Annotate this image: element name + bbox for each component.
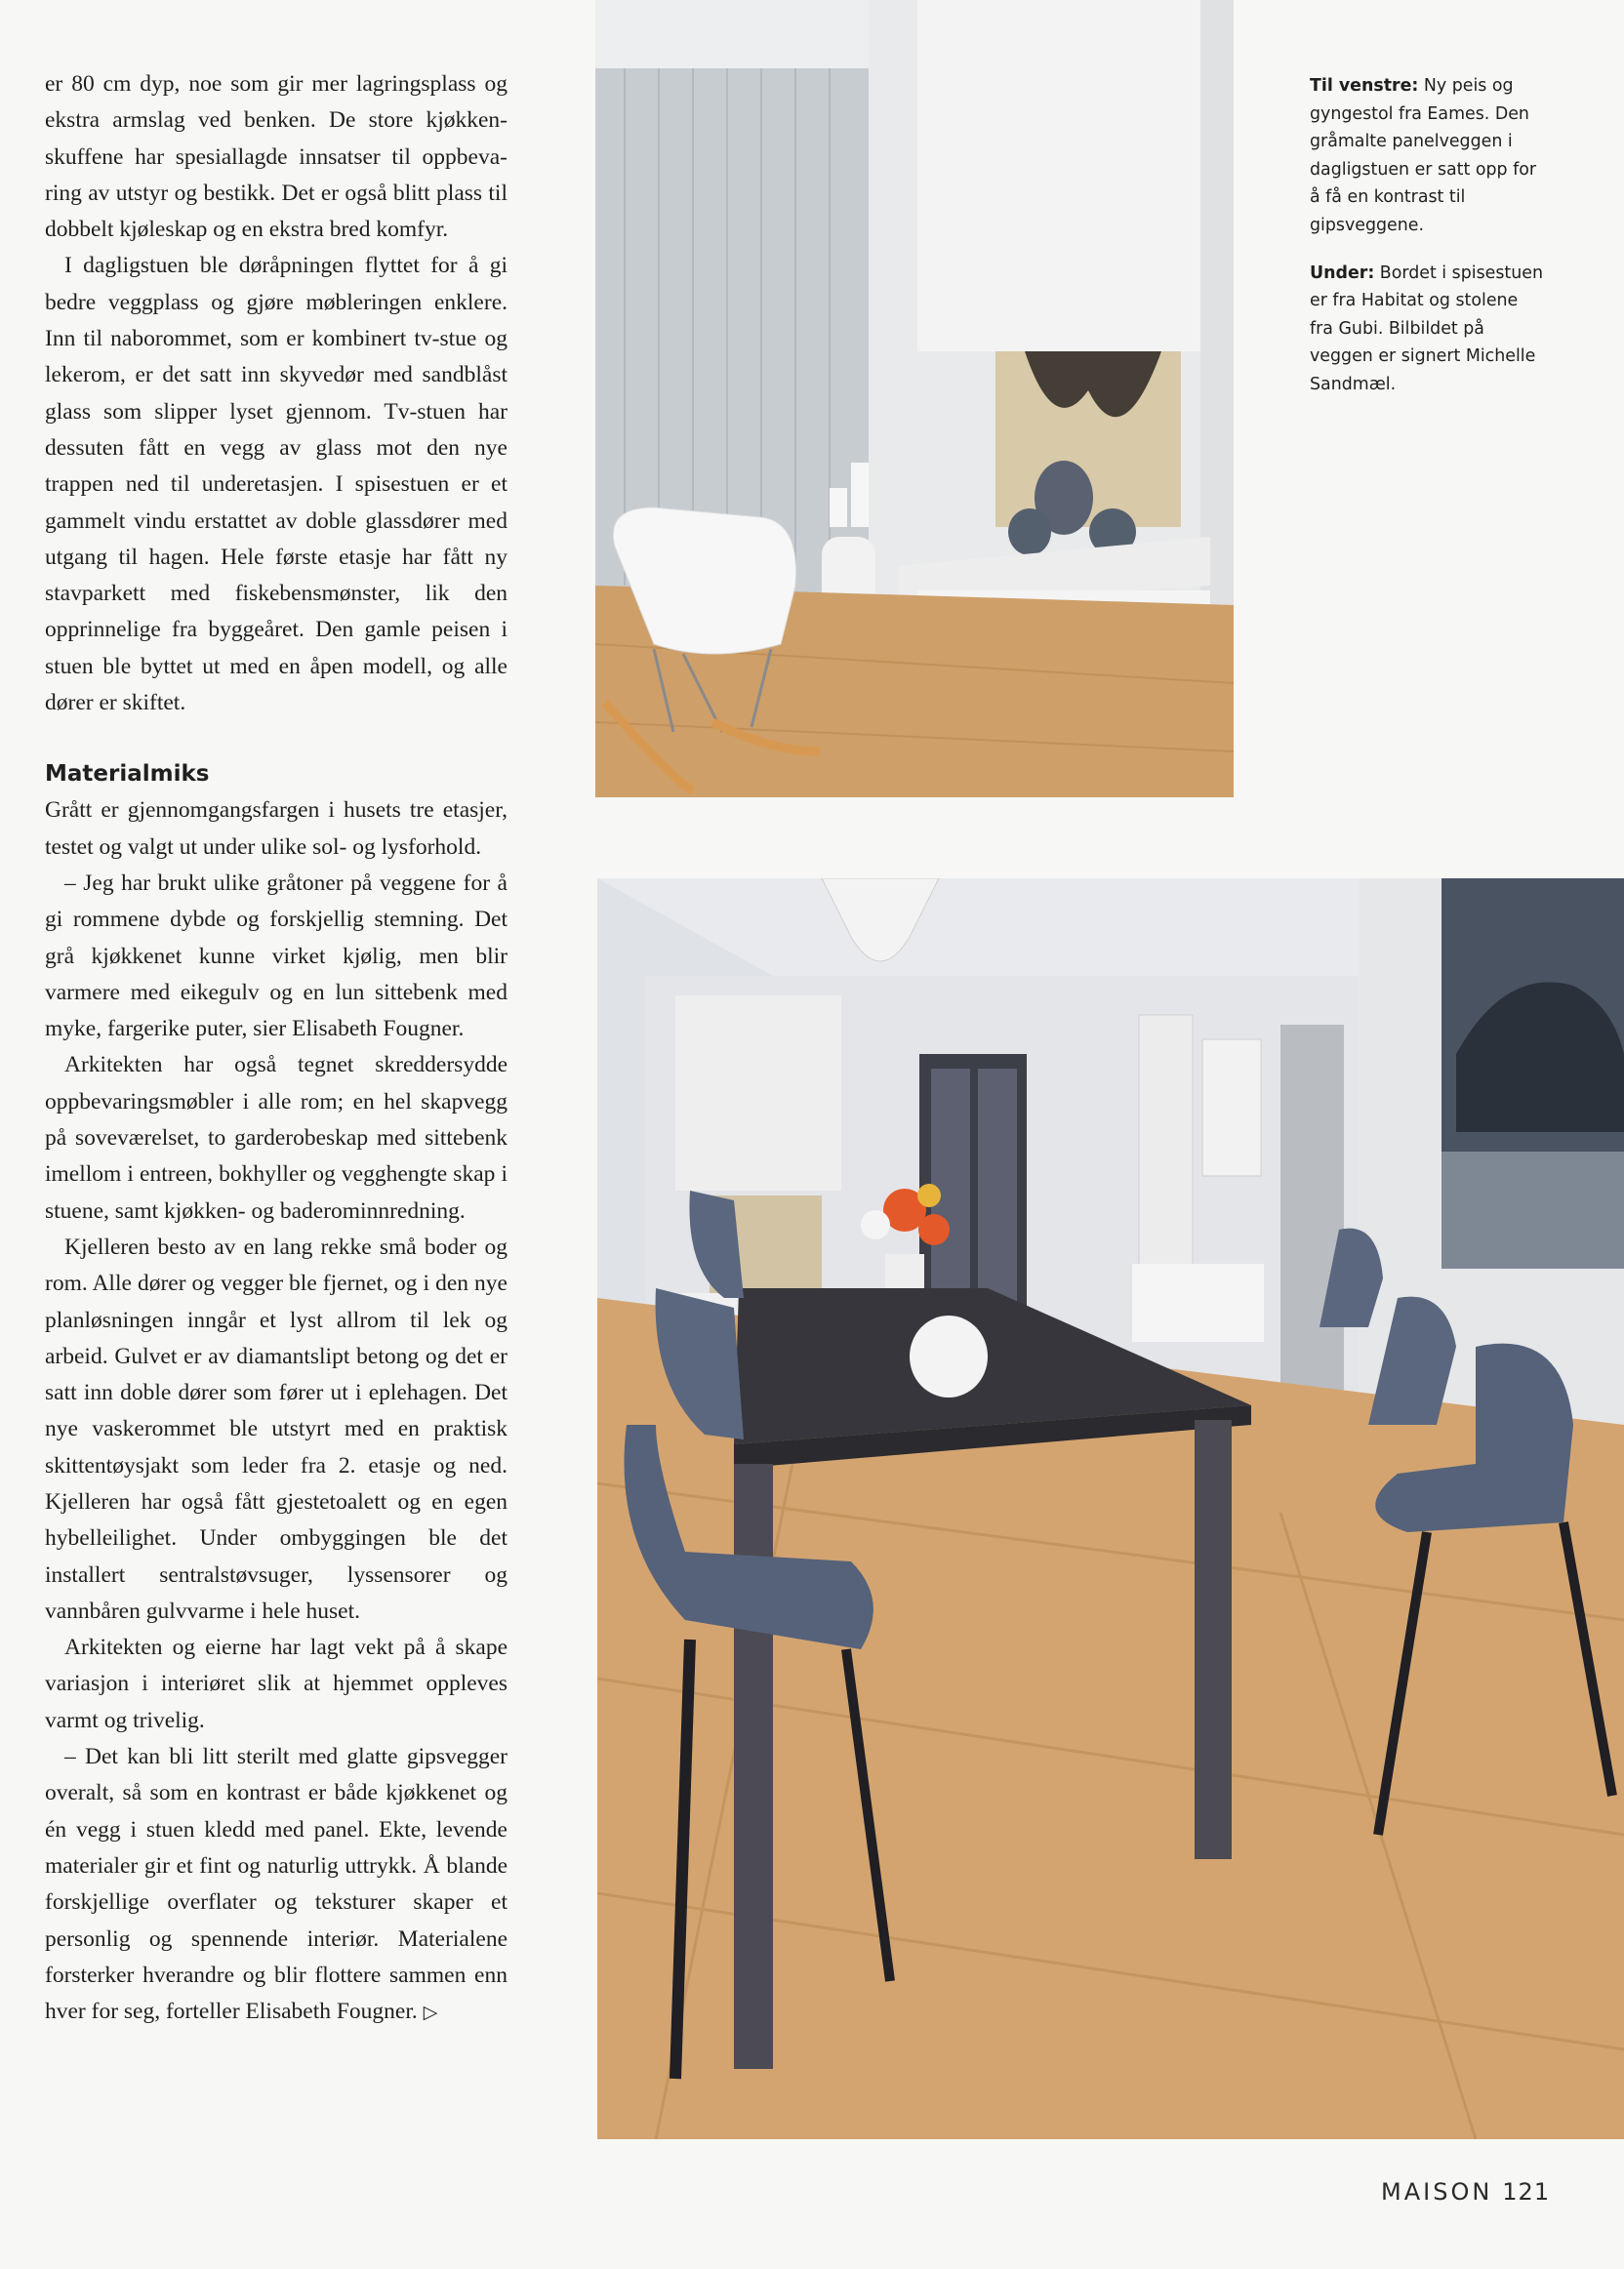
page-folio	[1381, 2178, 1550, 2206]
article-body	[45, 66, 508, 2031]
paragraph: I dagligstuen ble døråpningen flyttet for å gi bedre veggplass og gjøre møbleringen enklere. Inn til naborommet, som er kombinert tv-stue og lekerom, er det satt inn skyvedør med sandblåst glass som slipper lyset gjennom. Tv-stuen har dessuten fått en vegg av glass mot den nye trappen ned til underetasjen. I spisestuen er et gammelt vindu erstattet av doble glassdører med utgang til hagen. Hele første etasje har fått ny stavparkett med fiskebensmønster, lik den opprinnelige fra byggeåret. Den gamle peisen i stuen ble byttet ut med en åpen modell, og alle dører er skiftet.	[45, 253, 508, 716]
caption-text: Ny peis og gyngestol fra Eames. Den gråmalte panelveggen i dagligstuen er satt opp for å få en kontrast til gipsveggene.	[1310, 76, 1537, 235]
caption-under	[1310, 260, 1544, 399]
caption-label: Til venstre:	[1310, 76, 1419, 96]
paragraph: Grått er gjennomgangsfargen i husets tre etasjer, testet og valgt ut under ulike sol- og lysforhold.	[45, 797, 508, 860]
paragraph	[45, 1739, 508, 2031]
paragraph: Arkitekten har også tegnet skreddersydde oppbevaringsmøbler i alle rom; en hel skapvegg på soveværelset, to garderobeskap med sittebenk imellom i entreen, bokhyller og vegghengte skap i stuene, samt kjøkken- og baderominnredning.	[45, 1052, 508, 1224]
dining-room-photo-illustration	[597, 878, 1624, 2139]
magazine-name: MAISON	[1381, 2178, 1493, 2206]
caption-text: Bordet i spisestuen er fra Habitat og stolene fra Gubi. Bilbildet på veggen er signert Michelle Sandmæl.	[1310, 263, 1543, 394]
paragraph: Arkitekten og eierne har lagt vekt på å skape variasjon i interiøret slik at hjemmet oppleves varmt og trivelig.	[45, 1635, 508, 1733]
fireplace-photo-illustration	[595, 0, 1234, 797]
dining-room-photo	[597, 878, 1624, 2139]
page-number: 121	[1502, 2178, 1551, 2206]
photo-captions	[1310, 72, 1544, 419]
caption-left	[1310, 72, 1544, 240]
end-of-article-icon: ▷	[423, 2002, 438, 2024]
paragraph-text: – Det kan bli litt sterilt med glatte gipsvegger overalt, så som en kontrast er både kjøkkenet og én vegg i stuen kledd med panel. Ekte, levende materialer gir et fint og naturlig uttrykk. Å blande forskjellige overflater og teksturer skaper et personlig og spennende interiør. Materialene forsterker hverandre og blir flottere sammen enn hver for seg, forteller Elisabeth Fougner.	[45, 1744, 508, 2025]
paragraph: – Jeg har brukt ulike gråtoner på veggene for å gi rommene dybde og forskjellig stemning. Det grå kjøkkenet kunne virket kjølig, men blir varmere med eikegulv og en lun sittebenk med myke, fargerike puter, sier Elisabeth Fougner.	[45, 870, 508, 1042]
fireplace-photo	[595, 0, 1234, 797]
paragraph: Kjelleren besto av en lang rekke små boder og rom. Alle dører og vegger ble fjernet, og i den nye planløsningen inngår et lyst allrom til lek og arbeid. Gulvet er av diamantslipt betong og det er satt inn doble dører som fører ut i eplehagen. Det nye vaskerommet ble utstyrt med en praktisk skittentøysjakt som leder fra 2. etasje og ned. Kjelleren har også fått gjestetoalett og en egen hybelleilighet. Under ombyggingen ble det installert sentralstøvsuger, lyssensorer og vannbåren gulvvarme i hele huset.	[45, 1234, 508, 1624]
section-heading: Materialmiks	[45, 761, 210, 788]
paragraph: er 80 cm dyp, noe som gir mer lagringsplass og ekstra armslag ved benken. De store kjøkkenskuffene har spesiallagde innsatser til oppbevaring av utstyr og bestikk. Det er også blitt plass til dobbelt kjøleskap og en ekstra bred komfyr.	[45, 71, 508, 243]
caption-label: Under:	[1310, 263, 1375, 283]
